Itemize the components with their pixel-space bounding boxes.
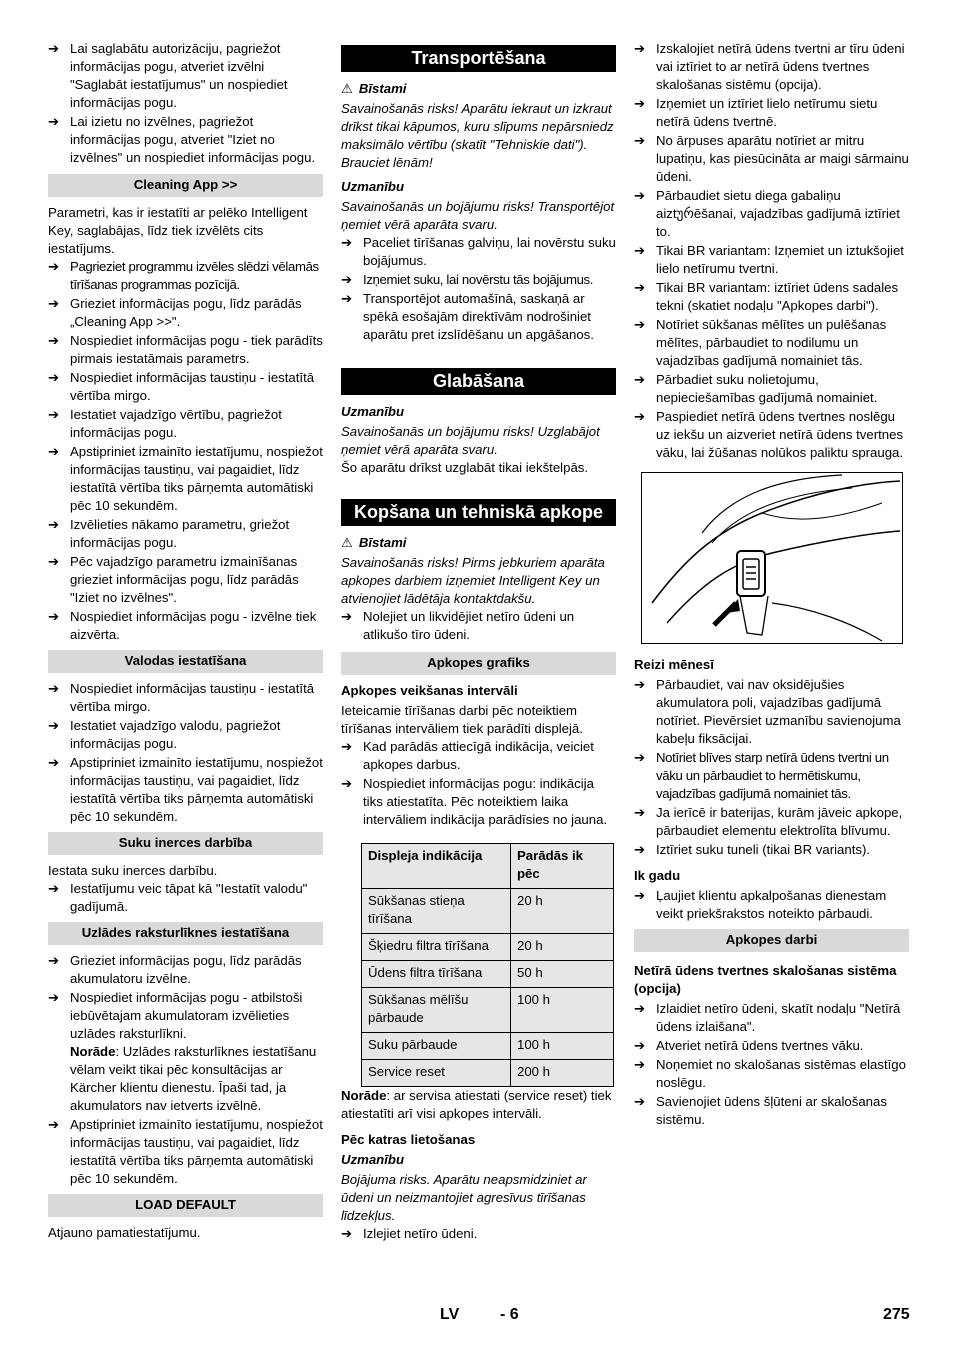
- list-item: ➔ Lai izietu no izvēlnes, pagriežot informācijas pogu, atveriet "Iziet no izvēlnes" un nospiediet informācijas pogu.: [48, 114, 316, 165]
- list-item: ➔ Ja ierīcē ir baterijas, kurām jāveic apkope, pārbaudiet elementu elektrolīta blīvumu.: [634, 805, 903, 838]
- arrow-right-icon: ➔: [341, 739, 353, 754]
- arrow-right-icon: ➔: [48, 517, 60, 532]
- arrow-right-icon: ➔: [634, 1001, 646, 1016]
- list-item: ➔ Izlejiet netīro ūdeni.: [341, 1226, 478, 1241]
- column-2: [341, 45, 616, 1244]
- paragraph: Iestata suku inerces darbību.: [48, 863, 218, 878]
- caution-label: Uzmanību: [341, 1152, 405, 1167]
- section-heading-cleaning-app: Cleaning App >>: [48, 174, 323, 197]
- footer-language: LV: [440, 1306, 460, 1323]
- column-1: [48, 40, 323, 1242]
- table-cell: 50 h: [511, 961, 614, 988]
- arrow-right-icon: ➔: [48, 718, 60, 733]
- arrow-right-icon: ➔: [48, 114, 60, 129]
- list-item: ➔ Tikai BR variantam: Izņemiet un iztukšojiet lielo netīrumu tvertni.: [634, 243, 904, 276]
- arrow-right-icon: ➔: [341, 1226, 353, 1241]
- table-cell: Sūkšanas mēlīšu pārbaude: [362, 988, 511, 1033]
- list-item: ➔ Nospiediet informācijas pogu - atbilstoši iebūvētajam akumulatoram izvēlieties uzlādes raksturlīkni. Norāde: Uzlādes raksturlīknes iestatīšanu vēlam veikt tikai pēc konsultācijas ar Kärcher klientu dienestu. Īpaši tad, ja akumulators nav ietverts izvēlnē.: [48, 990, 317, 1113]
- warning-text: Savainošanās risks! Aparātu iekraut un izkraut drīkst tikai kāpumos, kuru slīpums nepārsniedz maksimālo vērtību (skatīt "Tehniskie dati"). Brauciet lēnām!: [341, 101, 614, 170]
- warning-triangle-icon: ⚠: [341, 535, 353, 550]
- arrow-right-icon: ➔: [48, 554, 60, 569]
- list-item: ➔ Pārbadiet suku nolietojumu, nepieciešamības gadījumā nomainiet.: [634, 372, 878, 405]
- table-cell: 100 h: [511, 988, 614, 1033]
- table-cell: Sūkšanas stieņa tīrīšana: [362, 889, 511, 934]
- arrow-right-icon: ➔: [634, 1094, 646, 1109]
- table-cell: 20 h: [511, 889, 614, 934]
- table-cell: Ūdens filtra tīrīšana: [362, 961, 511, 988]
- table-row: [362, 1033, 614, 1060]
- arrow-right-icon: ➔: [48, 41, 60, 56]
- table-cell: 20 h: [511, 934, 614, 961]
- arrow-right-icon: ➔: [48, 259, 59, 274]
- table-cell: 100 h: [511, 1033, 614, 1060]
- arrow-right-icon: ➔: [48, 407, 60, 422]
- arrow-right-icon: ➔: [634, 888, 646, 903]
- footer-section-number: - 6: [500, 1306, 519, 1323]
- table-header-row: [362, 844, 614, 889]
- maintenance-table: [361, 843, 614, 1087]
- section-heading-load-default: LOAD DEFAULT: [48, 1194, 323, 1217]
- paragraph: Atjauno pamatiestatījumu.: [48, 1225, 201, 1240]
- subheading: Netīrā ūdens tvertnes skalošanas sistēma (opcija): [634, 963, 897, 996]
- arrow-right-icon: ➔: [634, 133, 646, 148]
- table-cell: Šķiedru filtra tīrīšana: [362, 934, 511, 961]
- tank-lid-drawing: [642, 473, 902, 643]
- subheading: Reizi mēnesī: [634, 657, 714, 672]
- list-item: ➔ Iestatiet vajadzīgo valodu, pagriežot informācijas pogu.: [48, 718, 281, 751]
- list-item: ➔ Savienojiet ūdens šļūteni ar skalošanas sistēmu.: [634, 1094, 887, 1127]
- caution-text: Savainošanās un bojājumu risks! Transportējot ņemiet vērā aparāta svaru.: [341, 199, 615, 232]
- arrow-right-icon: ➔: [634, 1057, 646, 1072]
- list-item: ➔ Grieziet informācijas pogu, līdz parādās „Cleaning App >>".: [48, 296, 302, 329]
- list-item: ➔ Notīriet sūkšanas mēlītes un pulēšanas mēlītes, pārbaudiet to nodilumu un vajadzības gadījumā nomainiet tās.: [634, 317, 887, 368]
- arrow-right-icon: ➔: [341, 609, 353, 624]
- list-item: ➔ Nospiediet informācijas pogu - izvēlne tiek aizvērta.: [48, 609, 317, 642]
- list-item: ➔ Paceliet tīrīšanas galviņu, lai novērstu suku bojājumus.: [341, 235, 616, 268]
- subheading: Pēc katras lietošanas: [341, 1132, 476, 1147]
- arrow-right-icon: ➔: [48, 1117, 60, 1132]
- list-item: ➔ Tikai BR variantam: iztīriet ūdens sadales tekni (skatiet nodaļu "Apkopes darbi").: [634, 280, 899, 313]
- list-item: ➔ Kad parādās attiecīgā indikācija, veiciet apkopes darbus.: [341, 739, 594, 772]
- paragraph: Parametri, kas ir iestatīti ar pelēko Intelligent Key, saglabājas, līdz tiek izvēlēts cits iestatījums.: [48, 205, 308, 256]
- paragraph: Šo aparātu drīkst uzglabāt tikai iekštelpās.: [341, 460, 589, 475]
- arrow-right-icon: ➔: [634, 372, 646, 387]
- list-item: ➔ Grieziet informācijas pogu, līdz parādās akumulatoru izvēlne.: [48, 953, 302, 986]
- section-heading-uzlades: Uzlādes raksturlīknes iestatīšana: [48, 922, 323, 945]
- caution-label: Uzmanību: [341, 179, 405, 194]
- list-item: ➔ No ārpuses aparātu notīriet ar mitru lupatiņu, kas piesūcināta ar maigi sārmainu ūdeni.: [634, 133, 909, 184]
- list-item: ➔ Paspiediet netīrā ūdens tvertnes noslēgu uz iekšu un aizveriet netīrā ūdens tvertnes vāku, lai žūšanas nolūkos paliktu sprauga.: [634, 409, 904, 460]
- section-heading-suku: Suku inerces darbība: [48, 832, 323, 855]
- arrow-right-icon: ➔: [634, 96, 646, 111]
- table-row: [362, 889, 614, 934]
- arrow-right-icon: ➔: [634, 280, 646, 295]
- list-item: ➔ Pēc vajadzīgo parametru izmainīšanas grieziet informācijas pogu, līdz parādās "Iziet no izvēlnes".: [48, 554, 299, 605]
- warning-label: Bīstami: [358, 535, 407, 550]
- arrow-right-icon: ➔: [48, 990, 60, 1005]
- arrow-right-icon: ➔: [634, 1038, 646, 1053]
- arrow-right-icon: ➔: [48, 370, 60, 385]
- subheading: Ik gadu: [634, 868, 681, 883]
- page-number: 275: [883, 1306, 910, 1323]
- list-item: ➔ Transportējot automašīnā, saskaņā ar spēkā esošajām direktīvām nodrošiniet aparātu pret izslīdēšanu un apgāšanos.: [341, 291, 594, 342]
- arrow-right-icon: ➔: [48, 444, 60, 459]
- list-item: ➔ Ļaujiet klientu apkalpošanas dienestam veikt priekšrakstos noteikto pārbaudi.: [634, 888, 887, 921]
- list-item: ➔ Iestatījumu veic tāpat kā "Iestatīt valodu" gadījumā.: [48, 881, 308, 914]
- list-item: ➔ Apstipriniet izmainīto iestatījumu, nospiežot informācijas taustiņu, vai pagaidiet, līdz iestatītā vērtība tiks pārņemta automātiski pēc 10 sekundēm.: [48, 1117, 323, 1186]
- table-row: [362, 988, 614, 1033]
- heading-transportesana: Transportēšana: [341, 45, 616, 72]
- arrow-right-icon: ➔: [48, 755, 60, 770]
- table-cell: 200 h: [511, 1060, 614, 1087]
- table-header-cell: Parādās ik pēc: [511, 844, 614, 889]
- list-item: ➔ Izvēlieties nākamo parametru, griežot informācijas pogu.: [48, 517, 290, 550]
- arrow-right-icon: ➔: [341, 235, 353, 250]
- table-row: [362, 961, 614, 988]
- caution-text: Savainošanās un bojājumu risks! Uzglabājot ņemiet vērā aparāta svaru.: [341, 424, 600, 457]
- table-row: [362, 1060, 614, 1087]
- table-row: [362, 934, 614, 961]
- arrow-right-icon: ➔: [48, 333, 60, 348]
- list-item: ➔ Nospiediet informācijas taustiņu - iestatītā vērtība mirgo.: [48, 681, 315, 714]
- list-item: ➔ Pārbaudiet sietu diega gabaliņu aiztურēšanai, vajadzības gadījumā iztīriet to.: [634, 188, 900, 239]
- list-item: ➔ Izņemiet un iztīriet lielo netīrumu sietu netīrā ūdens tvertnē.: [634, 96, 878, 129]
- list-item: ➔ Izskalojiet netīrā ūdens tvertni ar tīru ūdeni vai iztīriet to ar netīrā ūdens tvertnes skalošanas sistēmu (opcija).: [634, 41, 905, 92]
- arrow-right-icon: ➔: [341, 272, 352, 287]
- list-item: ➔ Izņemiet suku, lai novērstu tās bojājumus.: [341, 272, 594, 287]
- list-item: ➔ Iztīriet suku tuneli (tikai BR variants).: [634, 842, 871, 857]
- subheading: Apkopes veikšanas intervāli: [341, 683, 518, 698]
- arrow-right-icon: ➔: [634, 409, 646, 424]
- note-label: Norāde: [341, 1088, 387, 1103]
- list-item: ➔ Lai saglabātu autorizāciju, pagriežot informācijas pogu, atveriet izvēlni "Saglabāt iestatījumus" un nospiediet informācijas pogu.: [48, 41, 288, 110]
- arrow-right-icon: ➔: [634, 243, 646, 258]
- warning-label: Bīstami: [358, 81, 407, 96]
- arrow-right-icon: ➔: [48, 681, 60, 696]
- list-item: ➔ Nospiediet informācijas pogu: indikācija tiks atiestatīta. Pēc noteiktiem laika intervāliem indikācija parādīsies no jauna.: [341, 776, 608, 827]
- heading-kopsana: Kopšana un tehniskā apkope: [341, 499, 616, 526]
- paragraph: Ieteicamie tīrīšanas darbi pēc noteiktiem tīrīšanas intervāliem tiek parādīti displejā.: [341, 703, 583, 736]
- table-header-cell: Displeja indikācija: [362, 844, 511, 889]
- arrow-right-icon: ➔: [634, 842, 646, 857]
- arrow-right-icon: ➔: [341, 291, 353, 306]
- list-item: ➔ Iestatiet vajadzīgo vērtību, pagriežot informācijas pogu.: [48, 407, 282, 440]
- note-text: : ar servisa atiestati (service reset) tiek atiestatīti arī visi apkopes intervāli.: [341, 1088, 612, 1121]
- section-heading-valoda: Valodas iestatīšana: [48, 650, 323, 673]
- list-item: ➔ Notīriet blīves starp netīrā ūdens tvertni un vāku un pārbaudiet to hermētiskumu, vajadzības gadījumā nomainiet tās.: [634, 750, 889, 801]
- arrow-right-icon: ➔: [634, 750, 645, 765]
- arrow-right-icon: ➔: [634, 41, 646, 56]
- list-item: ➔ Nospiediet informācijas taustiņu - iestatītā vērtība mirgo.: [48, 370, 315, 403]
- list-item: ➔ Pagrieziet programmu izvēles slēdzi vēlamās tīrīšanas programmas pozīcijā.: [48, 259, 319, 292]
- arrow-right-icon: ➔: [48, 296, 60, 311]
- list-item: ➔ Apstipriniet izmainīto iestatījumu, nospiežot informācijas taustiņu, vai pagaidiet, līdz iestatītā vērtība tiks pārņemta automātiski pēc 10 sekundēm.: [48, 755, 323, 824]
- arrow-right-icon: ➔: [48, 881, 60, 896]
- arrow-right-icon: ➔: [634, 805, 646, 820]
- arrow-right-icon: ➔: [48, 609, 60, 624]
- heading-glabasana: Glabāšana: [341, 368, 616, 395]
- list-item: ➔ Atveriet netīrā ūdens tvertnes vāku.: [634, 1038, 864, 1053]
- arrow-right-icon: ➔: [634, 677, 646, 692]
- caution-text: Bojājuma risks. Aparātu neapsmidziniet ar ūdeni un neizmantojiet agresīvus tīrīšanas līdzekļus.: [341, 1172, 587, 1223]
- warning-text: Savainošanās risks! Pirms jebkuriem aparāta apkopes darbiem izņemiet Intelligent Key un atvienojiet lādētāja kontaktdakšu.: [341, 555, 605, 606]
- list-item: ➔ Noņemiet no skalošanas sistēmas elastīgo noslēgu.: [634, 1057, 906, 1090]
- list-item: ➔ Nospiediet informācijas pogu - tiek parādīts pirmais iestatāmais parametrs.: [48, 333, 323, 366]
- warning-triangle-icon: ⚠: [341, 81, 353, 96]
- arrow-right-icon: ➔: [341, 776, 353, 791]
- note-label: Norāde: [70, 1044, 116, 1059]
- tank-lid-illustration: [641, 472, 903, 644]
- arrow-right-icon: ➔: [634, 317, 646, 332]
- arrow-right-icon: ➔: [634, 188, 646, 203]
- table-cell: Suku pārbaude: [362, 1033, 511, 1060]
- list-item: ➔ Pārbaudiet, vai nav oksidējušies akumulatora poli, vajadzības gadījumā notīriet. Pievērsiet uzmanību savienojuma kabeļu fiksācijai.: [634, 677, 901, 746]
- caution-label: Uzmanību: [341, 404, 405, 419]
- list-item: ➔ Apstipriniet izmainīto iestatījumu, nospiežot informācijas taustiņu, vai pagaidiet, līdz iestatītā vērtība tiks pārņemta automātiski pēc 10 sekundēm.: [48, 444, 323, 513]
- arrow-right-icon: ➔: [48, 953, 60, 968]
- list-item: ➔ Izlaidiet netīro ūdeni, skatīt nodaļu "Netīrā ūdens izlaišana".: [634, 1001, 901, 1034]
- note-text: : Uzlādes raksturlīknes iestatīšanu vēlam veikt tikai pēc konsultācijas ar Kärcher klientu dienestu. Īpaši tad, ja akumulators nav ietverts izvēlnē.: [70, 1044, 317, 1113]
- table-cell: Service reset: [362, 1060, 511, 1087]
- column-3: [634, 40, 909, 1130]
- section-heading-apkopes-darbi: Apkopes darbi: [634, 929, 909, 952]
- list-item: ➔ Nolejiet un likvidējiet netīro ūdeni un atlikušo tīro ūdeni.: [341, 609, 575, 642]
- section-heading-apkopes-grafiks: Apkopes grafiks: [341, 652, 616, 675]
